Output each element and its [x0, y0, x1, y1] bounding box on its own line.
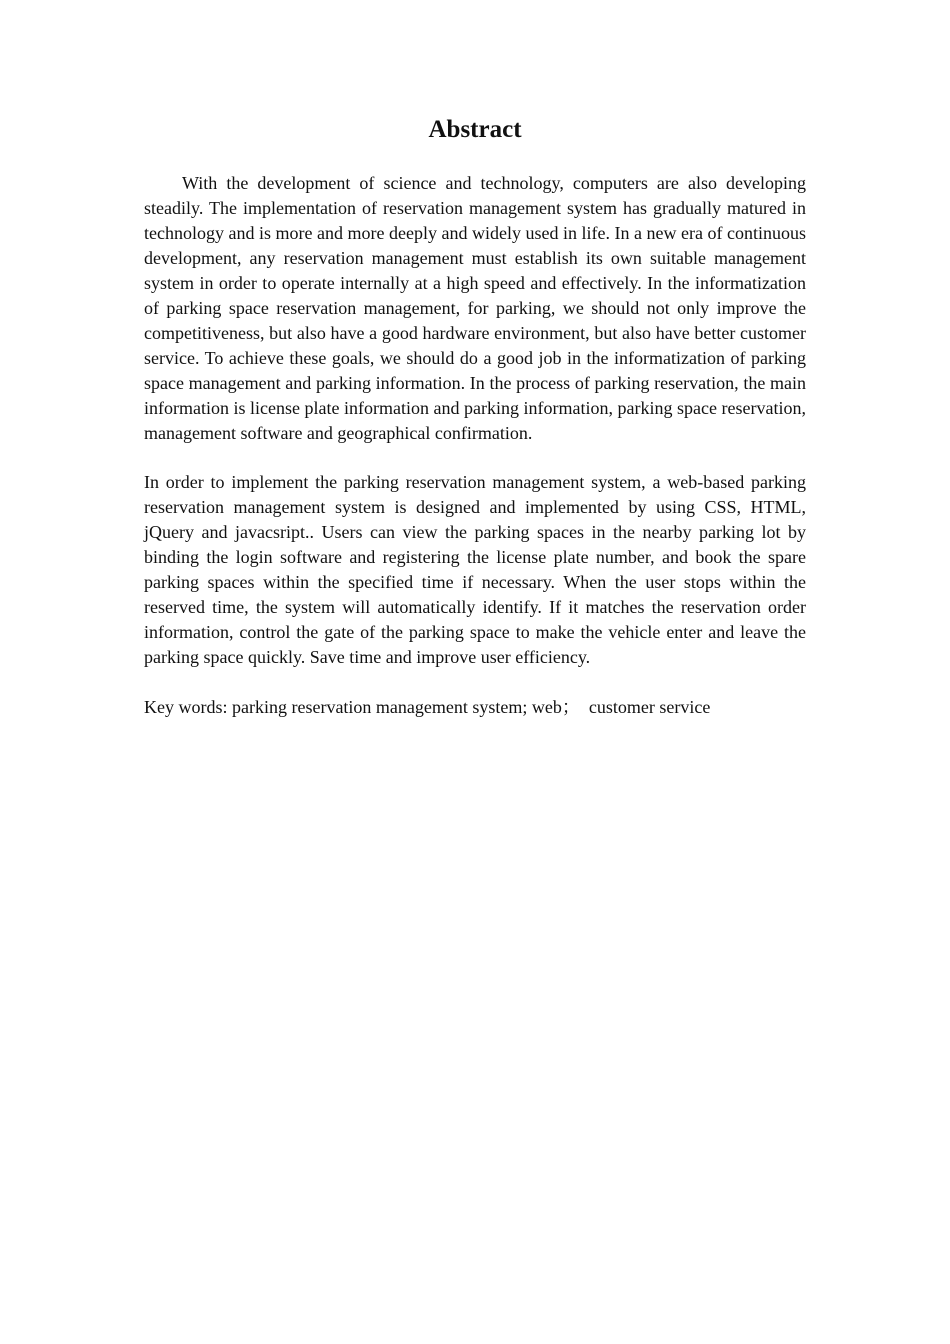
- abstract-paragraph-2: In order to implement the parking reservation management system, a web-based parking reservation management system is designed and implemented by using CSS, HTML, jQuery and javacsript.. Users can view the parking spaces in the nearby parking lot by binding the login software and registering the license plate number, and book the spare parking spaces within the specified time if necessary. When the user stops within the reserved time, the system will automatically identify. If it matches the reservation order information, control the gate of the parking space to make the vehicle enter and leave the parking space quickly. Save time and improve user efficiency.: [144, 472, 806, 667]
- abstract-page: [144, 113, 806, 720]
- keywords-line: Key words: parking reservation management system; web； customer service: [144, 697, 711, 717]
- abstract-paragraph-1: With the development of science and technology, computers are also developing steadily. The implementation of reservation management system has gradually matured in technology and is more and more deeply and widely used in life. In a new era of continuous development, any reservation management must establish its own suitable management system in order to operate internally at a high speed and effectively. In the informatization of parking space reservation management, for parking, we should not only improve the competitiveness, but also have a good hardware environment, but also have better customer service. To achieve these goals, we should do a good job in the informatization of parking space management and parking information. In the process of parking reservation, the main information is license plate information and parking information, parking space reservation, management software and geographical confirmation.: [144, 173, 806, 443]
- page-title: Abstract: [428, 116, 522, 143]
